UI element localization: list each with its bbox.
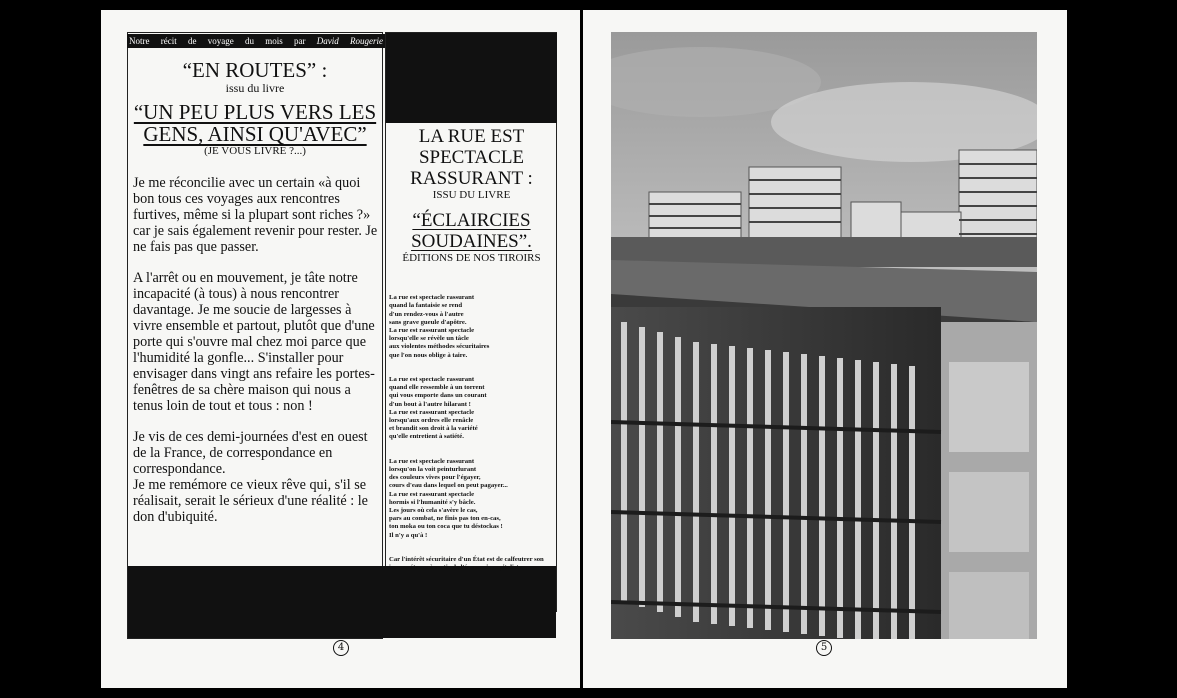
sidebar-publisher: ÉDITIONS DE NOS TIROIRS xyxy=(402,252,541,264)
left-page xyxy=(101,10,580,688)
page-number: 5 xyxy=(816,640,832,656)
book-subtitle: (JE VOUS LIVRE ?...) xyxy=(204,145,306,157)
article-paragraph: A l'arrêt ou en mouvement, je tâte notre incapacité (à tous) à nous rencontrer davantage. Je me soucie de largesses à vivre ensemble et partout, plutôt que d'une porte qui s'ouvre mal chez moi parce que l'humidité la gonfle... S'installer pour envisager dans vingt ans refaire les portes-fenêtres de sa chère maison qui nous a tenus loin de tout et tous : non ! xyxy=(133,270,375,414)
poem-stanza: La rue est spectacle rassurant quand la fantaisie se rend d'un rendez-vous à l'autre sans grave gueule d'apôtre. La rue est rassurant spectacle lorsqu'elle se révèle un tâcle aux violentes méthodes sécuritaires que l'on nous oblige à taire. xyxy=(389,294,490,359)
header-prefix: Notre récit de voyage du mois par xyxy=(129,36,306,46)
article-title: “EN ROUTES” : xyxy=(182,58,328,82)
page-number: 4 xyxy=(333,640,349,656)
header-author: David Rougerie xyxy=(316,36,384,46)
article-paragraph: Je vis de ces demi-journées d'est en ouest de la France, de correspondance en correspondance. Je me remémore ce vieux rêve qui, s'il se réalisait, serait le sérieux d'une réalité : le don d'ubiquité. xyxy=(133,429,368,525)
article-subtitle: issu du livre xyxy=(225,81,285,95)
sidebar-title: LA RUE EST SPECTACLE RASSURANT : xyxy=(410,126,533,189)
sidebar-heading xyxy=(386,126,557,265)
article-paragraph: Je me réconcilie avec un certain «à quoi bon tous ces voyages aux rencontres furtives, même si la plupart sont riches ?» car je sais également revenir pour rester. Je ne fais pas que passer. xyxy=(133,175,378,255)
right-page xyxy=(583,10,1067,688)
article-heading xyxy=(127,58,383,158)
poem-stanza: La rue est spectacle rassurant quand elle ressemble à un torrent qui vous emporte dans un courant d'un bout à l'autre hilarant ! La rue est rassurant spectacle lorsqu'aux ordres elle renâcle et brandit son droit à la variété qu'elle entretient à satiété. xyxy=(389,376,487,441)
poem-stanza: Car l'intérêt sécuritaire d'un État est de calfeutrer son incompétence à sortir de l'économie capitaliste. xyxy=(389,556,544,572)
header-bar xyxy=(127,34,385,48)
book-title: “UN PEU PLUS VERS LES GENS, AINSI QU'AVEC” xyxy=(133,100,377,146)
article-body xyxy=(133,175,379,525)
poem xyxy=(389,286,555,589)
poem-stanza: La rue est spectacle rassurant lorsqu'on la voit peinturlurant des couleurs vives pour l'égayer, cours d'eau dans lequel on peut pagayer... La rue est rassurant spectacle hormis si l'humanité s'y bâcle. Les jours où cela s'avère le cas, pars au combat, ne finis pas ton en-cas, ton moka ou ton coca que tu déstockas ! Il n'y a qu'à ! xyxy=(389,457,508,539)
sidebar-subtitle: ISSU DU LIVRE xyxy=(432,189,511,201)
black-band-top-right xyxy=(386,33,557,123)
building-photo xyxy=(611,32,1037,639)
sidebar-book-title: “ÉCLAIRCIES SOUDAINES”. xyxy=(411,210,532,252)
